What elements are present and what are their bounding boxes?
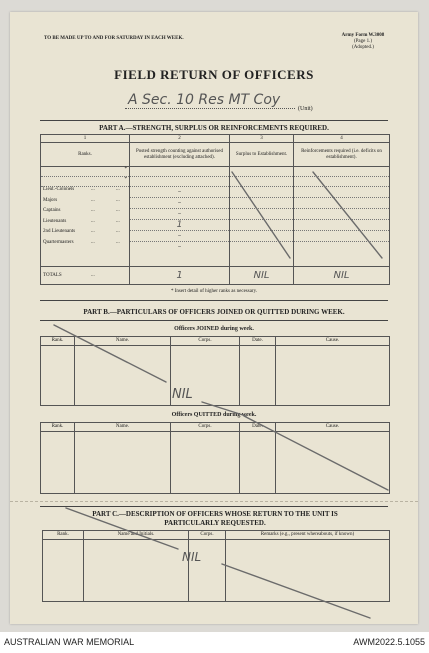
rank-label: Lieutenants bbox=[43, 218, 67, 224]
instruction-text: TO BE MADE UP TO AND FOR SATURDAY IN EACH WEEK. bbox=[44, 36, 184, 41]
rank-dots: ... bbox=[91, 218, 95, 224]
quitted-col-corps: Corps. bbox=[171, 423, 240, 432]
page-title: FIELD RETURN OF OFFICERS bbox=[114, 67, 314, 82]
totals-dots: ... bbox=[91, 273, 95, 278]
strike-part-c-2 bbox=[222, 564, 370, 618]
col-number-1: 1 bbox=[41, 135, 130, 143]
posted-value: – bbox=[130, 198, 229, 209]
joined-col-date: Date. bbox=[240, 337, 276, 346]
rank-label: Majors bbox=[43, 197, 58, 203]
rank-dots: ... bbox=[91, 197, 95, 203]
strike-reinforcements bbox=[313, 172, 382, 258]
total-reinforcements: NIL bbox=[294, 267, 390, 285]
rank-dots: ... bbox=[116, 218, 120, 224]
rank-dots: ... bbox=[91, 208, 95, 213]
part-b-nil: NIL bbox=[172, 387, 193, 402]
unit-label: (Unit) bbox=[298, 106, 313, 112]
totals-label: TOTALS bbox=[43, 272, 62, 278]
rank-dots: ... bbox=[91, 187, 95, 192]
part-c-col-corps: Corps. bbox=[189, 531, 226, 540]
posted-value: – bbox=[130, 209, 229, 220]
rank-dots: ... bbox=[116, 187, 120, 192]
form-page bbox=[10, 12, 418, 624]
col-header-posted: Posted strength counting against authorised establishment (excluding attached). bbox=[130, 143, 230, 167]
part-c-title: PART C.—DESCRIPTION OF OFFICERS WHOSE RETURN TO THE UNIT IS PARTICULARLY REQUESTED. bbox=[92, 510, 338, 527]
part-a-footnote: * Insert detail of higher ranks as necessary. bbox=[170, 289, 258, 294]
form-adopted: (Adopted.) bbox=[352, 45, 374, 50]
col-number-3: 3 bbox=[230, 135, 294, 143]
rank-dots: ... bbox=[116, 239, 120, 245]
rank-dots: ... bbox=[116, 208, 120, 213]
rank-label: Captains bbox=[43, 208, 61, 213]
footer-bar bbox=[0, 632, 429, 653]
rank-label: Quartermasters bbox=[43, 239, 74, 245]
footer-accession-number: AWM2022.5.1055 bbox=[353, 637, 425, 647]
joined-col-cause: Cause. bbox=[276, 337, 390, 346]
joined-title: Officers JOINED during week. bbox=[174, 326, 254, 332]
joined-col-rank: Rank. bbox=[41, 337, 75, 346]
col-number-2: 2 bbox=[130, 135, 230, 143]
total-surplus: NIL bbox=[230, 267, 294, 285]
strike-surplus bbox=[232, 172, 290, 258]
col-header-ranks: Ranks. bbox=[41, 143, 130, 167]
form-number: Army Form W.3008 bbox=[341, 33, 385, 38]
rank-dots: ... bbox=[116, 197, 120, 203]
quitted-col-date: Date. bbox=[240, 423, 276, 432]
form-page-number: (Page 1.) bbox=[353, 39, 373, 44]
strike-joined-2 bbox=[202, 402, 246, 416]
part-c-col-remarks: Remarks (e.g., present whereabouts, if known) bbox=[226, 531, 390, 540]
quitted-col-rank: Rank. bbox=[41, 423, 75, 432]
posted-value: – bbox=[177, 242, 182, 250]
rank-dots: ... bbox=[116, 229, 120, 234]
strike-part-c-1 bbox=[66, 508, 178, 549]
posted-value: – bbox=[130, 231, 229, 242]
rank-dots: ... bbox=[91, 229, 95, 234]
part-a-title: PART A.—STRENGTH, SURPLUS OR REINFORCEMENTS REQUIRED. bbox=[99, 124, 329, 132]
quitted-col-cause: Cause. bbox=[276, 423, 390, 432]
col-number-4: 4 bbox=[294, 135, 390, 143]
footer-source: AUSTRALIAN WAR MEMORIAL bbox=[4, 637, 135, 647]
extra-rank-row-2: * bbox=[41, 177, 129, 187]
unit-handwritten: A Sec. 10 Res MT Coy bbox=[128, 92, 281, 108]
posted-value: 1 bbox=[130, 220, 229, 231]
quitted-title: Officers QUITTED during week. bbox=[171, 412, 257, 418]
part-b-title: PART B.—PARTICULARS OF OFFICERS JOINED OR QUITTED DURING WEEK. bbox=[83, 308, 345, 316]
joined-col-corps: Corps. bbox=[171, 337, 240, 346]
col-header-reinforcements: Reinforcements required (i.e. deficits on establishment). bbox=[294, 143, 390, 167]
rank-dots: ... bbox=[91, 239, 95, 245]
col-header-surplus: Surplus to Establishment. bbox=[230, 143, 294, 167]
strike-quitted bbox=[244, 416, 388, 490]
pencil-strike-lines bbox=[10, 12, 418, 624]
part-c-col-rank: Rank. bbox=[43, 531, 84, 540]
joined-col-name: Name. bbox=[75, 337, 171, 346]
posted-value: – bbox=[130, 187, 229, 198]
extra-rank-row-1: * bbox=[41, 167, 129, 177]
quitted-col-name: Name. bbox=[75, 423, 171, 432]
rank-label: 2nd Lieutenants bbox=[43, 229, 76, 234]
part-c-nil: NIL bbox=[182, 550, 202, 564]
part-c-col-name: Name and Initials. bbox=[84, 531, 189, 540]
rank-label: Lieut.-Colonels bbox=[43, 187, 75, 192]
total-posted: 1 bbox=[130, 267, 230, 285]
strike-joined-1 bbox=[54, 325, 166, 382]
